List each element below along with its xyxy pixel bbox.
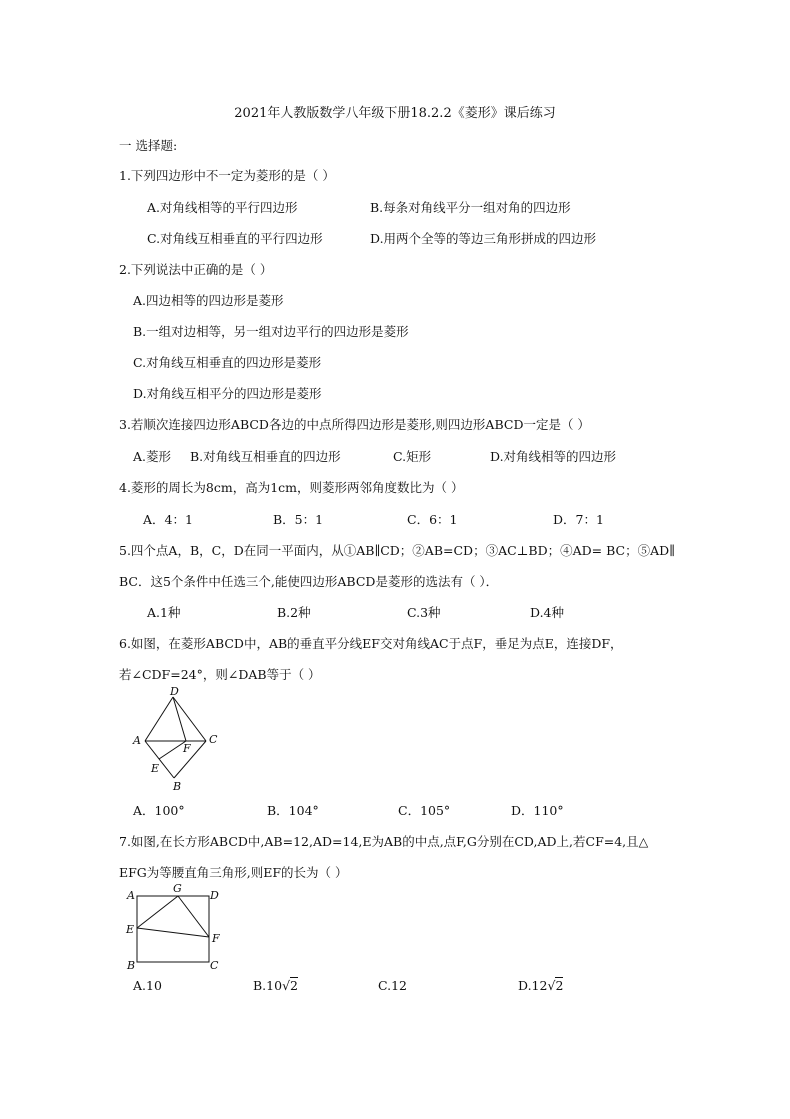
q4-option-d: D．7：1 xyxy=(553,512,604,527)
label-b: B xyxy=(173,780,182,793)
q5-option-b: B.2种 xyxy=(277,605,311,620)
segment-df xyxy=(173,697,186,741)
q5-option-a: A.1种 xyxy=(147,605,181,620)
q6-option-b: B．104° xyxy=(267,803,319,818)
q3-stem: 3.若顺次连接四边形ABCD各边的中点所得四边形是菱形,则四边形ABCD一定是（ ） xyxy=(119,417,590,432)
q4-option-b: B．5：1 xyxy=(273,512,324,527)
q6-stem-line2: 若∠CDF=24°，则∠DAB等于（ ） xyxy=(119,667,321,682)
q7-option-a: A.10 xyxy=(133,978,162,993)
q3-option-c: C.矩形 xyxy=(393,449,432,464)
q4-option-a: A．4：1 xyxy=(143,512,193,527)
rectangle-figure xyxy=(124,882,232,972)
side-ab xyxy=(145,741,174,778)
label-a: A xyxy=(127,889,135,902)
label-f: F xyxy=(183,742,191,755)
q2-option-c: C.对角线互相垂直的四边形是菱形 xyxy=(133,355,322,370)
q3-option-b: B.对角线互相垂直的四边形 xyxy=(190,449,341,464)
label-c: C xyxy=(209,733,218,746)
q3-option-d: D.对角线相等的四边形 xyxy=(490,449,617,464)
q5-stem-line2: BC．这5个条件中任选三个,能使四边形ABCD是菱形的选法有（ ）． xyxy=(119,574,499,589)
q2-option-b: B.一组对边相等，另一组对边平行的四边形是菱形 xyxy=(133,324,409,339)
q7-option-b-radicand: 2 xyxy=(290,978,298,993)
q7-stem-line1: 7.如图,在长方形ABCD中,AB=12,AD=14,E为AB的中点,点F,G分别在CD,AD上,若CF=4,且△ xyxy=(119,834,649,849)
q1-option-b: B.每条对角线平分一组对角的四边形 xyxy=(370,200,571,215)
q5-stem-line1: 5.四个点A，B，C，D在同一平面内，从①AB∥CD；②AB=CD；③AC⊥BD；④AD= BC；⑤AD∥ xyxy=(119,543,675,558)
q7-option-d-prefix: D.12 xyxy=(518,978,548,993)
q3-option-a: A.菱形 xyxy=(133,449,172,464)
q2-option-a: A.四边相等的四边形是菱形 xyxy=(133,293,284,308)
q1-option-a: A.对角线相等的平行四边形 xyxy=(147,200,298,215)
q7-option-b-prefix: B.10 xyxy=(253,978,283,993)
q7-option-d xyxy=(518,978,563,994)
label-d: D xyxy=(170,686,179,698)
q6-option-a: A．100° xyxy=(133,803,185,818)
q1-option-c: C.对角线互相垂直的平行四边形 xyxy=(147,231,323,246)
q1-stem: 1.下列四边形中不一定为菱形的是（ ） xyxy=(119,168,335,183)
segment-eg xyxy=(137,896,178,928)
q5-option-d: D.4种 xyxy=(530,605,565,620)
segment-ef xyxy=(137,928,209,937)
label-f: F xyxy=(212,932,220,945)
q7-stem-line2: EFG为等腰直角三角形,则EF的长为（ ） xyxy=(119,865,348,880)
label-e: E xyxy=(126,923,135,936)
section-heading: 一 选择题: xyxy=(119,138,178,153)
sqrt-icon: √ xyxy=(547,978,556,993)
segment-gf xyxy=(178,896,209,937)
q6-stem-line1: 6.如图，在菱形ABCD中，AB的垂直平分线EF交对角线AC于点F，垂足为点E，连接DF， xyxy=(119,636,623,651)
q4-option-c: C．6：1 xyxy=(407,512,458,527)
q7-option-b xyxy=(253,978,298,994)
q4-stem: 4.菱形的周长为8cm，高为1cm，则菱形两邻角度数比为（ ） xyxy=(119,480,464,495)
q7-option-c: C.12 xyxy=(378,978,407,993)
side-cd xyxy=(173,697,206,741)
label-e: E xyxy=(151,762,160,775)
segment-ef xyxy=(159,741,186,759)
label-d: D xyxy=(210,889,219,902)
q6-option-d: D．110° xyxy=(511,803,564,818)
label-a: A xyxy=(133,734,141,747)
q7-option-d-radicand: 2 xyxy=(555,978,564,993)
q5-option-c: C.3种 xyxy=(407,605,441,620)
q1-option-d: D.用两个全等的等边三角形拼成的四边形 xyxy=(370,231,597,246)
label-b: B xyxy=(127,959,136,972)
q6-option-c: C．105° xyxy=(398,803,451,818)
rhombus-figure xyxy=(128,686,228,796)
document-title: 2021年人教版数学八年级下册18.2.2《菱形》课后练习 xyxy=(234,106,556,121)
label-g: G xyxy=(173,882,182,895)
label-c: C xyxy=(210,959,219,972)
sqrt-icon: √ xyxy=(282,978,291,993)
q2-option-d: D.对角线互相平分的四边形是菱形 xyxy=(133,386,322,401)
side-da xyxy=(145,697,173,741)
q2-stem: 2.下列说法中正确的是（ ） xyxy=(119,262,273,277)
